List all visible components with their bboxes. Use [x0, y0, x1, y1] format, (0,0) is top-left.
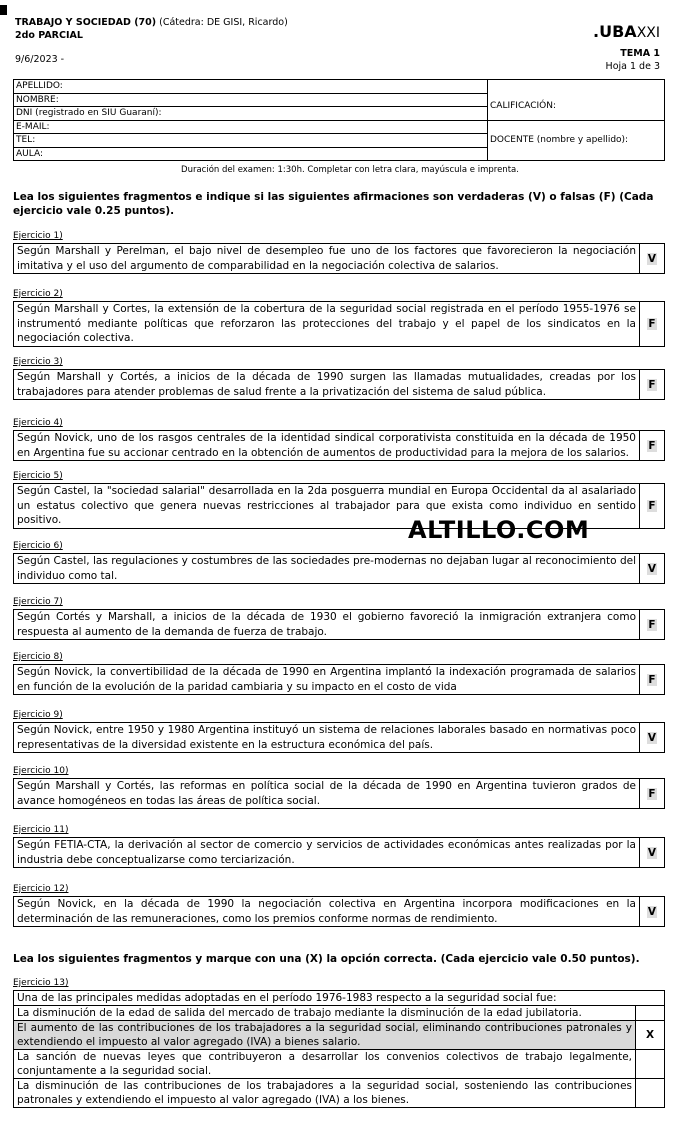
exercise-statement: Según Castel, la "sociedad salarial" desarrollada en la 2da posguerra mundial en Europa Occidental da al asalariado un estatus colectivo que genera nuevas restricciones al trabajador para que exista como individuo en sentido positivo.	[14, 484, 640, 528]
exercise-box	[13, 722, 665, 753]
exam-header	[15, 16, 288, 42]
answer-box[interactable]	[640, 665, 664, 694]
answer-mark: F	[648, 317, 656, 330]
tema-block	[606, 47, 660, 73]
exercise-10	[13, 766, 665, 809]
exercise-label: Ejercicio 5)	[13, 471, 63, 481]
section2-instruction: Lea los siguientes fragmentos y marque con una (X) la opción correcta. (Cada ejercicio vale 0.50 puntos).	[13, 953, 640, 965]
answer-box[interactable]	[640, 897, 664, 926]
exercise-4	[13, 418, 665, 461]
corner-mark	[0, 5, 7, 15]
exercise-label: Ejercicio 12)	[13, 884, 69, 894]
answer-mark: V	[647, 905, 657, 918]
page-indicator: Hoja 1 de 3	[605, 61, 660, 72]
answer-mark: F	[648, 439, 656, 452]
exercise-box	[13, 896, 665, 927]
answer-box[interactable]	[640, 838, 664, 867]
exercise-13-table	[13, 990, 665, 1108]
exercise-11	[13, 825, 665, 868]
answer-box[interactable]	[640, 610, 664, 639]
exercise-13-label: Ejercicio 13)	[13, 978, 69, 988]
answer-mark: F	[648, 378, 656, 391]
exercise-statement: Según Cortés y Marshall, a inicios de la década de 1930 el gobierno favoreció la inmigración extranjera como respuesta al aumento de la demanda de fuerza de trabajo.	[14, 610, 640, 639]
uba-xxi-logo: .UBAXXI	[593, 22, 660, 41]
answer-box[interactable]	[640, 554, 664, 583]
exercise-statement: Según Marshall y Cortés, a inicios de la década de 1990 surgen las llamadas mutualidades, creadas por los trabajadores para atender problemas de salud frente a la privatización del sistema de salud pública.	[14, 370, 640, 399]
option-text: La sanción de nuevas leyes que contribuyeron a desarrollar los convenios colectivos de trabajo legalmente, conjuntamente a la seguridad social.	[14, 1050, 636, 1079]
calificacion-field[interactable]: CALIFICACIÓN:	[488, 93, 665, 120]
dni-field[interactable]: DNI (registrado en SIU Guaraní):	[14, 107, 488, 121]
exercise-box	[13, 243, 665, 274]
exercise-1	[13, 231, 665, 274]
course-title: TRABAJO Y SOCIEDAD (70)	[15, 17, 157, 28]
exercise-box	[13, 664, 665, 695]
exercise-label: Ejercicio 3)	[13, 357, 63, 367]
exercise-2	[13, 289, 665, 347]
exercise-statement: Según Marshall y Perelman, el bajo nivel de desempleo fue uno de los factores que favorecieron la negociación imitativa y el uso del argumento de comparabilidad en la negociación colectiva de salarios.	[14, 244, 640, 273]
exercise-label: Ejercicio 10)	[13, 766, 69, 776]
nombre-field[interactable]: NOMBRE:	[14, 93, 488, 107]
answer-box[interactable]	[640, 431, 664, 460]
email-field[interactable]: E-MAIL:	[14, 120, 488, 134]
answer-mark: F	[648, 499, 656, 512]
exercise-box	[13, 553, 665, 584]
student-info-table	[13, 79, 665, 161]
aula-field[interactable]: AULA:	[14, 147, 488, 161]
answer-box[interactable]	[640, 484, 664, 528]
exercise-box	[13, 301, 665, 347]
answer-box[interactable]	[640, 723, 664, 752]
option-text: La disminución de la edad de salida del mercado de trabajo mediante la disminución de la edad jubilatoria.	[14, 1006, 636, 1021]
watermark: ALTILLO.COM	[408, 516, 590, 544]
duration-note: Duración del examen: 1:30h. Completar con letra clara, mayúscula e imprenta.	[181, 165, 519, 175]
exercise-statement: Según Novick, en la década de 1990 la negociación colectiva en Argentina incorpora modificaciones en la determinación de las remuneraciones, como los premios conforme normas de rendimiento.	[14, 897, 640, 926]
exercise-box	[13, 837, 665, 868]
answer-box[interactable]	[640, 302, 664, 346]
option-mark-box[interactable]	[636, 1079, 665, 1108]
exam-name: 2do PARCIAL	[15, 30, 83, 41]
answer-mark: V	[647, 731, 657, 744]
section1-instruction: Lea los siguientes fragmentos e indique si las siguientes afirmaciones son verdaderas (V) o falsas (F) (Cada ejercicio vale 0.25 puntos).	[13, 191, 654, 217]
exercise-box	[13, 609, 665, 640]
answer-mark: V	[647, 562, 657, 575]
exercise-label: Ejercicio 11)	[13, 825, 69, 835]
exercise-label: Ejercicio 8)	[13, 652, 63, 662]
exercise-statement: Según Castel, las regulaciones y costumbres de las sociedades pre-modernas no dejaban lugar al reconocimiento del individuo como tal.	[14, 554, 640, 583]
exercise-box	[13, 369, 665, 400]
apellido-field[interactable]: APELLIDO:	[14, 80, 488, 94]
exercise-12	[13, 884, 665, 927]
exercise-statement: Según Novick, entre 1950 y 1980 Argentina instituyó un sistema de relaciones laborales basado en normativas poco representativas de la diversidad existente en la estructura económica del país.	[14, 723, 640, 752]
option-mark-box[interactable]	[636, 1050, 665, 1079]
tel-field[interactable]: TEL:	[14, 134, 488, 148]
option-text: El aumento de las contribuciones de los trabajadores a la seguridad social, eliminando contribuciones patronales y extendiendo el impuesto al valor agregado (IVA) a bienes salario.	[14, 1021, 636, 1050]
exercise-label: Ejercicio 4)	[13, 418, 63, 428]
exercise-6	[13, 541, 665, 584]
exercise-label: Ejercicio 7)	[13, 597, 63, 607]
exercise-statement: Según Novick, uno de los rasgos centrales de la identidad sindical corporativista constituida en la década de 1950 en Argentina fue su accionar centrado en la obtención de aumentos de productividad para la mejora de los salarios.	[14, 431, 640, 460]
exercise-statement: Según Marshall y Cortes, la extensión de la cobertura de la seguridad social registrada en el período 1955-1976 se instrumentó mediante políticas que reforzaron las protecciones del trabajo y el papel de los sindicatos en la negociación colectiva.	[14, 302, 640, 346]
answer-mark: V	[647, 252, 657, 265]
answer-mark: V	[647, 846, 657, 859]
course-catedra: (Cátedra: DE GISI, Ricardo)	[156, 17, 288, 28]
exercise-statement: Según Marshall y Cortés, las reformas en política social de la década de 1990 en Argentina tuvieron grados de avance homogéneos en todas las áreas de política social.	[14, 779, 640, 808]
exercise-box	[13, 778, 665, 809]
exercise-label: Ejercicio 2)	[13, 289, 63, 299]
exercise-9	[13, 710, 665, 753]
exercise-statement: Según FETIA-CTA, la derivación al sector de comercio y servicios de actividades económicas antes realizadas por la industria debe conceptualizarse como terciarización.	[14, 838, 640, 867]
option-mark-box[interactable]: X	[636, 1021, 665, 1050]
answer-mark: F	[648, 787, 656, 800]
answer-box[interactable]	[640, 779, 664, 808]
docente-field[interactable]: DOCENTE (nombre y apellido):	[488, 120, 665, 161]
exercise-3	[13, 357, 665, 400]
exercise-label: Ejercicio 6)	[13, 541, 63, 551]
exercise-7	[13, 597, 665, 640]
exercise-label: Ejercicio 1)	[13, 231, 63, 241]
tema-label: TEMA 1	[620, 48, 660, 59]
answer-mark: F	[648, 618, 656, 631]
option-mark-box[interactable]	[636, 1006, 665, 1021]
exercise-statement: Según Novick, la convertibilidad de la década de 1990 en Argentina implantó la indexación programada de salarios en función de la evolución de la paridad cambiaria y su impacto en el costo de vida	[14, 665, 640, 694]
exercise-label: Ejercicio 9)	[13, 710, 63, 720]
calificacion-spacer	[488, 80, 665, 94]
option-text: La disminución de las contribuciones de los trabajadores a la seguridad social, sosteniendo las contribuciones patronales y extendiendo el impuesto al valor agregado (IVA) a los bienes.	[14, 1079, 636, 1108]
answer-box[interactable]	[640, 370, 664, 399]
answer-box[interactable]	[640, 244, 664, 273]
exercise-13-question: Una de las principales medidas adoptadas en el período 1976-1983 respecto a la seguridad social fue:	[14, 991, 665, 1006]
exercise-box	[13, 430, 665, 461]
exam-date: 9/6/2023 -	[15, 54, 65, 65]
exercise-8	[13, 652, 665, 695]
answer-mark: F	[648, 673, 656, 686]
